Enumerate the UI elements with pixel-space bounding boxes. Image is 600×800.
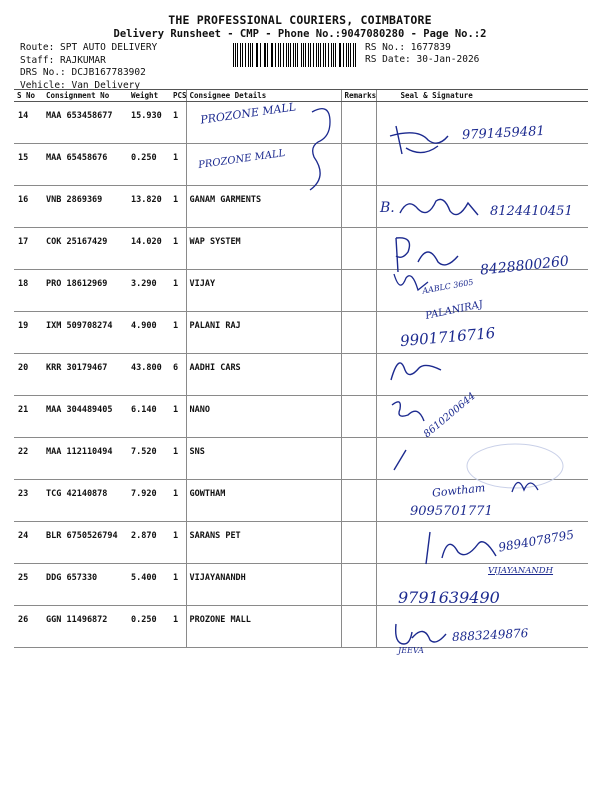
cell-consignment: VNB 2869369 [43,186,128,228]
cell-consignee: PROZONE MALL [186,606,341,648]
barcode-bar [240,43,241,67]
rs-date: RS Date: 30-Jan-2026 [365,54,480,65]
cell-consignment: TCG 42140878 [43,480,128,522]
cell-pcs: 6 [170,354,186,396]
cell-pcs: 1 [170,438,186,480]
cell-consignment: MAA 653458677 [43,102,128,144]
cell-remarks [341,270,376,312]
cell-weight: 0.250 [128,144,170,186]
table-row [14,354,588,396]
cell-sno: 20 [14,354,43,396]
signature-21 [388,395,428,427]
cell-remarks [341,606,376,648]
drs-line: DRS No.: DCJB167783902 [20,67,146,78]
cell-consignee: SNS [186,438,341,480]
cell-remarks [341,396,376,438]
cell-remarks [341,522,376,564]
cell-consignee: NANO [186,396,341,438]
cell-consignee: VIJAYANANDH [186,564,341,606]
col-header-consignee: Consignee Details [186,90,341,102]
barcode-bar [340,43,341,67]
barcode-bar [308,43,309,67]
handwritten-phone-24: 9894078795 [497,527,575,555]
cell-weight: 7.920 [128,480,170,522]
route-line: Route: SPT AUTO DELIVERY [20,42,158,53]
cell-remarks [341,438,376,480]
handwritten-sig-16: B. [380,200,395,216]
cell-sno: 25 [14,564,43,606]
signature-16 [398,193,483,223]
cell-weight: 2.870 [128,522,170,564]
cell-pcs: 1 [170,522,186,564]
meta-left [20,42,157,92]
cell-remarks [341,228,376,270]
handwritten-phone-26: 8883249876 [451,626,529,644]
barcode-bar [256,43,257,67]
cell-sno: 24 [14,522,43,564]
barcode-bar [275,43,276,67]
cell-consignment: MAA 304489405 [43,396,128,438]
col-header-sno: S No [14,90,43,102]
barcode-bar [297,43,298,67]
cell-sno: 16 [14,186,43,228]
cell-consignee: VIJAY [186,270,341,312]
cell-sno: 21 [14,396,43,438]
signature-24 [422,526,502,566]
col-header-weight: Weight [128,90,170,102]
barcode-bar [242,43,243,67]
cell-pcs: 1 [170,564,186,606]
cell-sno: 26 [14,606,43,648]
cell-consignee: AADHI CARS [186,354,341,396]
cell-pcs: 1 [170,480,186,522]
handwritten-name-25: VIJAYANANDH [488,566,554,576]
cell-weight: 4.900 [128,312,170,354]
cell-consignee: SARANS PET [186,522,341,564]
col-header-signature: Seal & Signature [376,90,588,102]
cell-consignment: KRR 30179467 [43,354,128,396]
col-header-pcs: PCS [170,90,186,102]
table-row [14,396,588,438]
barcode-bar [283,43,284,67]
cell-pcs: 1 [170,270,186,312]
cell-pcs: 1 [170,228,186,270]
handwritten-phone-19: 9901716716 [399,323,497,351]
cell-remarks [341,354,376,396]
handwritten-phone-25: 9791639490 [398,588,500,607]
cell-remarks [341,186,376,228]
cell-consignee: WAP SYSTEM [186,228,341,270]
cell-sno: 19 [14,312,43,354]
cell-consignment: MAA 112110494 [43,438,128,480]
handwritten-phone-23: 9095701771 [410,504,493,519]
cell-sno: 17 [14,228,43,270]
cell-weight: 5.400 [128,564,170,606]
barcode-bar [333,43,334,67]
cell-consignee: GOWTHAM [186,480,341,522]
barcode-bar [293,43,294,67]
cell-weight: 43.800 [128,354,170,396]
cell-consignee: GANAM GARMENTS [186,186,341,228]
handwritten-phone-1: 9791459481 [461,123,546,144]
handwritten-phone-16: 8124410451 [490,204,573,219]
signature-14-15 [388,118,458,158]
barcode-bar [280,43,281,67]
cell-weight: 14.020 [128,228,170,270]
table-header-row [14,90,588,102]
cell-sno: 22 [14,438,43,480]
signature-23 [508,470,548,498]
cell-pcs: 1 [170,102,186,144]
handwritten-phone-21: 8610200644 [421,390,478,441]
cell-weight: 13.820 [128,186,170,228]
cell-consignment: MAA 65458676 [43,144,128,186]
cell-weight: 3.290 [128,270,170,312]
barcode-bar [323,43,324,67]
cell-remarks [341,144,376,186]
signature-20 [385,350,445,385]
barcode-bar [267,43,268,67]
col-header-consignment: Consignment No [43,90,128,102]
handwritten-brace [300,102,340,192]
cell-weight: 6.140 [128,396,170,438]
handwritten-name-23: Gowtham [431,481,486,500]
handwritten-name-26: JEEVA [398,646,424,655]
barcode-bar [355,43,356,67]
cell-pcs: 1 [170,186,186,228]
cell-sno: 18 [14,270,43,312]
rs-info [365,42,479,66]
cell-pcs: 1 [170,144,186,186]
cell-remarks [341,312,376,354]
barcode-bar [346,43,347,67]
cell-pcs: 1 [170,312,186,354]
signature-22 [390,448,410,473]
barcode-bar [325,43,326,67]
cell-sno: 23 [14,480,43,522]
cell-weight: 15.930 [128,102,170,144]
barcode-bar [233,43,234,67]
cell-consignment: GGN 11496872 [43,606,128,648]
staff-line: Staff: RAJKUMAR [20,54,106,66]
cell-consignee: PALANI RAJ [186,312,341,354]
col-header-remarks: Remarks [341,90,376,102]
barcode-bar [316,43,317,67]
company-title: THE PROFESSIONAL COURIERS, COIMBATORE [168,13,432,27]
cell-consignment: COK 25167429 [43,228,128,270]
barcode-bar [353,43,354,67]
cell-weight: 7.520 [128,438,170,480]
cell-consignment: BLR 6750526794 [43,522,128,564]
table-row [14,312,588,354]
cell-sno: 14 [14,102,43,144]
cell-remarks [341,564,376,606]
vehicle-line: Vehicle: Van Delivery [20,79,141,91]
barcode-bar [260,43,261,67]
cell-weight: 0.250 [128,606,170,648]
cell-pcs: 1 [170,606,186,648]
barcode-bar [252,43,253,67]
handwritten-note-19a: AABLC 3605 [421,277,475,296]
barcode [233,43,358,67]
cell-sno: 15 [14,144,43,186]
handwritten-prozone-1: PROZONE MALL [199,100,297,127]
cell-consignment: DDG 657330 [43,564,128,606]
cell-remarks [341,102,376,144]
cell-consignment: IXM 509708274 [43,312,128,354]
runsheet-subtitle: Delivery Runsheet - CMP - Phone No.:9047080280 - Page No.:2 [113,28,487,40]
handwritten-note-19b: PALANIRAJ [424,299,484,322]
barcode-bar [301,43,302,67]
cell-remarks [341,480,376,522]
rs-number: RS No.: 1677839 [365,42,451,53]
cell-pcs: 1 [170,396,186,438]
cell-consignment: PRO 18612969 [43,270,128,312]
handwritten-phone-18: 8428800260 [479,253,570,279]
handwritten-prozone-2: PROZONE MALL [197,147,286,172]
